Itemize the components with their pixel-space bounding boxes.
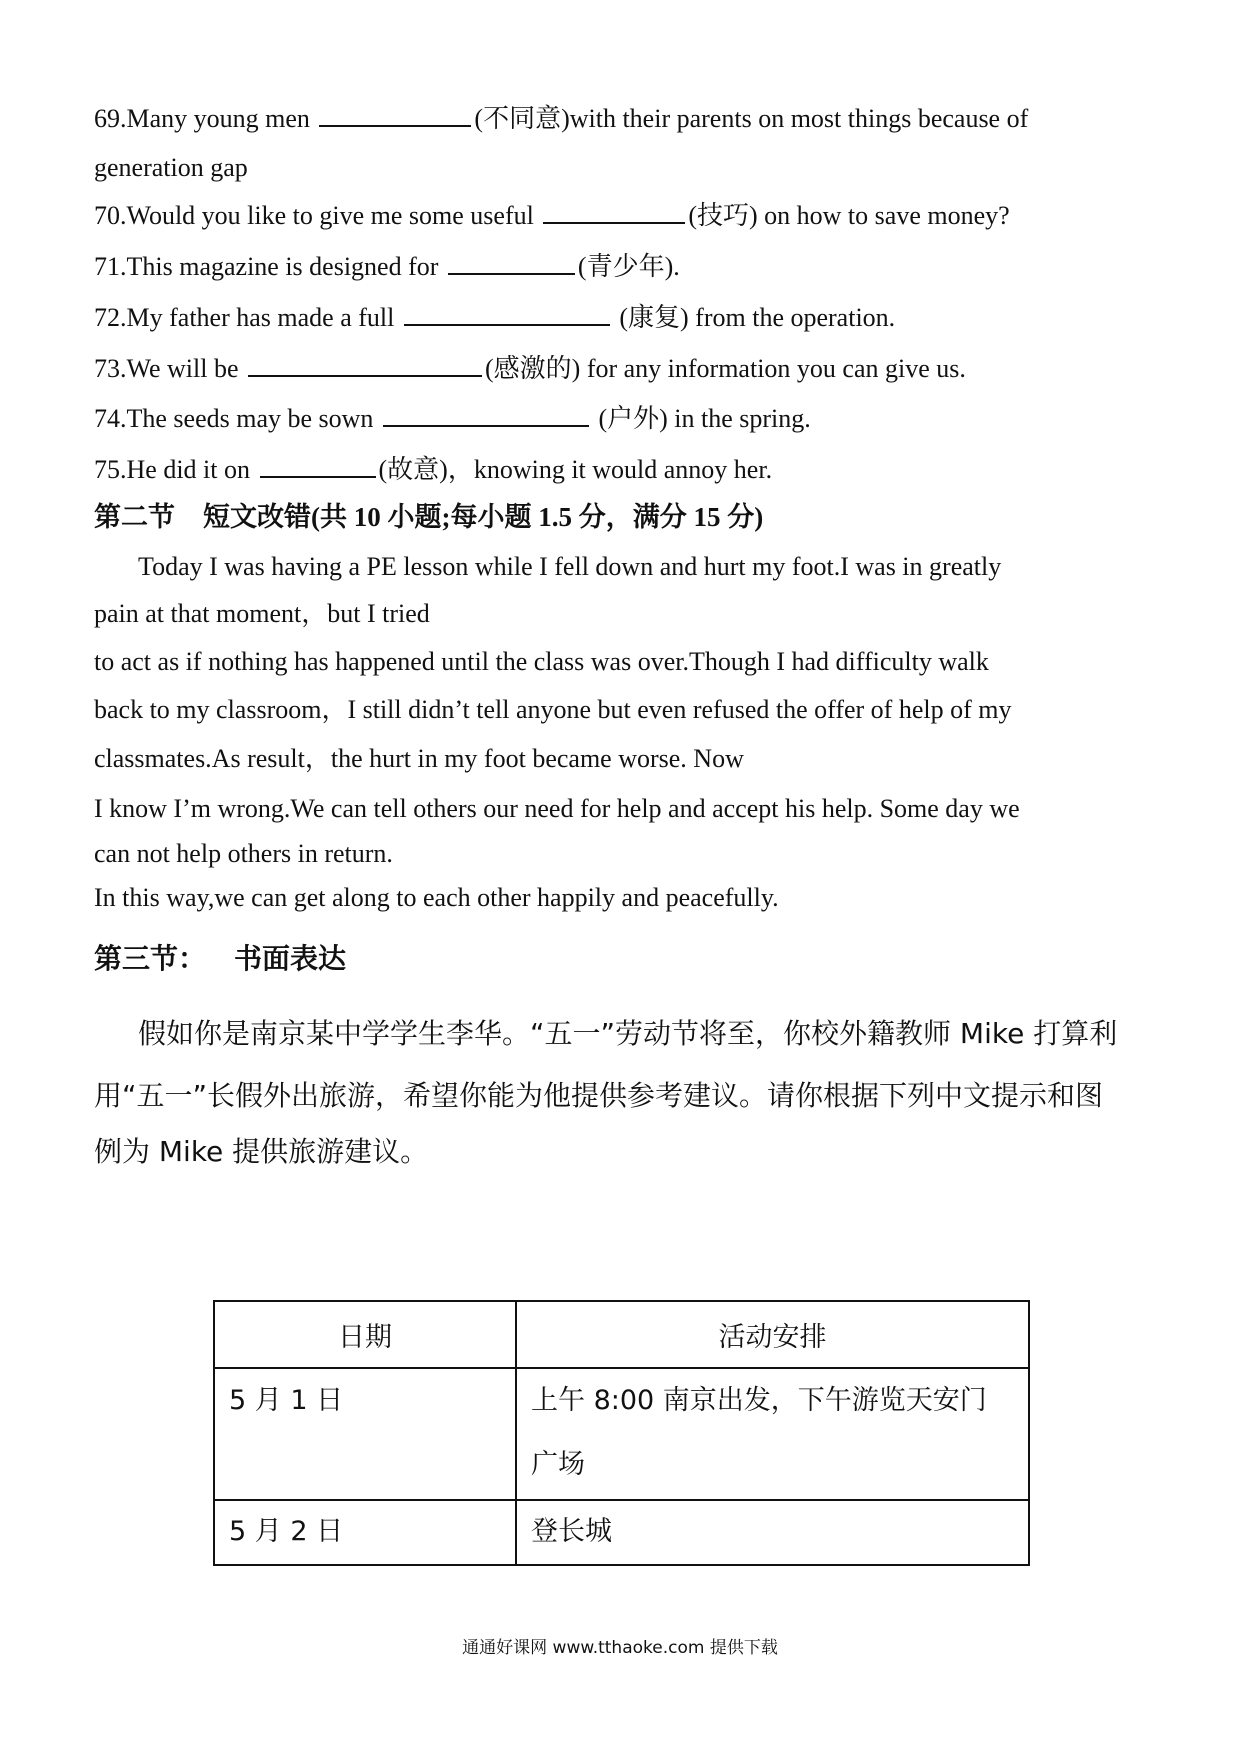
passage-line: pain at that moment，but I tried [94,599,430,628]
table-row [214,1500,1029,1565]
answer-blank[interactable] [543,200,685,224]
passage-line: can not help others in return. [94,839,393,868]
question-hint: (技巧) on how to save money? [688,201,1010,230]
question-text: 71.This magazine is designed for [94,252,439,281]
question-text: 72.My father has made a full [94,303,395,332]
question-69 [94,103,1028,132]
question-75 [94,454,772,483]
passage-line: Today I was having a PE lesson while I fell down and hurt my foot.I was in greatly [138,552,1002,581]
section-3-heading [94,946,346,974]
itinerary-table [213,1300,1030,1566]
question-text: 75.He did it on [94,455,250,484]
table-header-date: 日期 [214,1301,516,1368]
question-69-continuation: generation gap [94,153,248,182]
question-72 [94,302,895,331]
answer-blank[interactable] [383,403,589,427]
prompt-line: 例为 Mike 提供旅游建议。 [94,1135,429,1168]
question-text: 70.Would you like to give me some useful [94,201,534,230]
question-hint: (感激的) for any information you can give us. [485,354,966,383]
section-2-heading [94,504,763,531]
table-cell-activity: 上午 8:00 南京出发，下午游览天安门 广场 [516,1368,1029,1500]
passage-line: In this way,we can get along to each other happily and peacefully. [94,883,779,912]
question-hint: (青少年). [577,252,680,281]
answer-blank[interactable] [404,302,610,326]
question-text: 74.The seeds may be sown [94,404,374,433]
table-row [214,1368,1029,1500]
page-footer: 通通好课网 www.tthaoke.com 提供下载 [462,1638,778,1658]
prompt-line: 用“五一”长假外出旅游，希望你能为他提供参考建议。请你根据下列中文提示和图 [94,1079,1104,1112]
table-cell-date: 5 月 1 日 [214,1368,516,1500]
question-71 [94,251,680,280]
question-74 [94,403,811,432]
section-title: 书面表达 [234,944,347,975]
question-text: 73.We will be [94,354,239,383]
passage-line: classmates.As result，the hurt in my foot became worse. Now [94,744,744,773]
passage-line: to act as if nothing has happened until the class was over.Though I had difficulty walk [94,647,989,676]
section-label: 第二节 [94,502,175,532]
question-73 [94,353,966,382]
question-text: 69.Many young men [94,104,310,133]
section-label: 第三节： [94,944,207,975]
question-hint: (户外) in the spring. [591,404,811,433]
answer-blank[interactable] [448,251,575,275]
question-70 [94,200,1010,229]
question-hint: (康复) from the operation. [612,303,896,332]
answer-blank[interactable] [248,353,482,377]
table-header-activity: 活动安排 [516,1301,1029,1368]
passage-line: back to my classroom，I still didn’t tell anyone but even refused the offer of help of my [94,695,1012,724]
passage-line: I know I’m wrong.We can tell others our need for help and accept his help. Some day we [94,794,1020,823]
answer-blank[interactable] [319,103,471,127]
table-cell-date: 5 月 2 日 [214,1500,516,1565]
question-hint: (不同意)with their parents on most things because of [474,104,1029,133]
table-cell-activity: 登长城 [516,1500,1029,1565]
question-hint: (故意)，knowing it would annoy her. [378,455,773,484]
table-header-row [214,1301,1029,1368]
section-title: 短文改错(共 10 小题;每小题 1.5 分，满分 15 分) [203,502,764,532]
prompt-line: 假如你是南京某中学学生李华。“五一”劳动节将至，你校外籍教师 Mike 打算利 [138,1017,1118,1050]
answer-blank[interactable] [260,454,376,478]
